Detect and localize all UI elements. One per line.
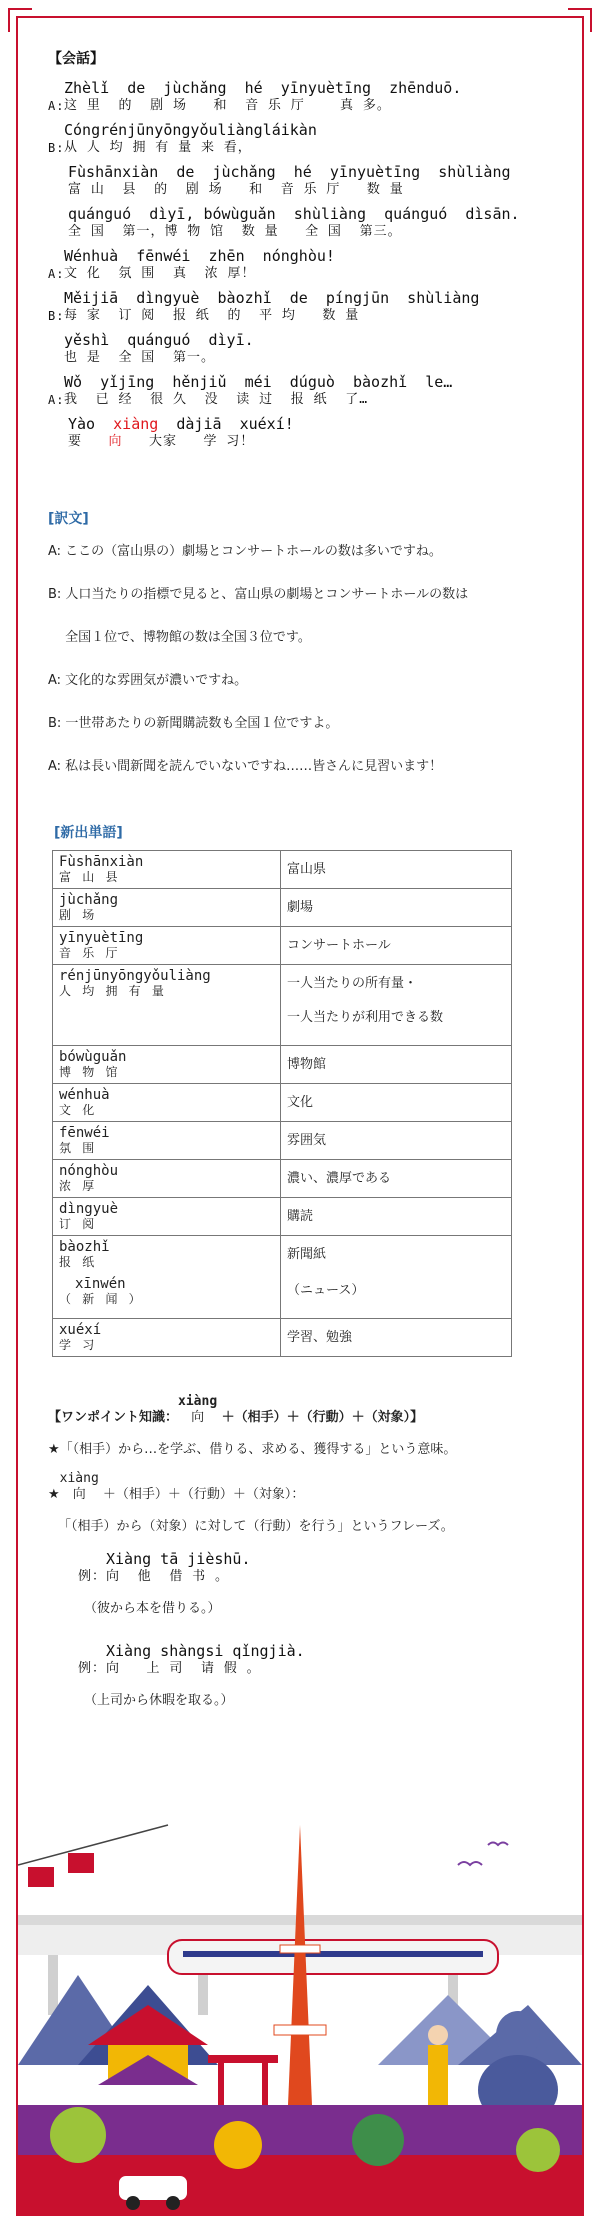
hanzi-line xyxy=(68,434,552,456)
hanzi-line: 也 是 全 国 第一。 xyxy=(64,350,215,365)
dialogue-line xyxy=(48,288,552,330)
pinyin-line xyxy=(68,414,552,434)
frame-corner-ornament xyxy=(568,8,592,32)
speaker-label: B: xyxy=(48,309,65,323)
vocab-hanzi: （ 新 闻 ） xyxy=(59,1292,143,1306)
onepoint-heading-text: 【ワンポイント知識： xyxy=(48,1410,179,1425)
dialogue xyxy=(48,78,552,456)
table-row xyxy=(53,1160,512,1198)
hanzi-text: 这 里 的 剧 场 和 音 乐 厅 真 多。 xyxy=(64,98,391,113)
vocab-meaning xyxy=(281,851,512,889)
ruby-hanzi: 向 xyxy=(72,1487,86,1502)
illustration-svg xyxy=(18,1805,582,2215)
geisha-icon xyxy=(428,2045,448,2105)
example-hanzi: 向 上 司 请 假 。 xyxy=(106,1661,261,1676)
ruby-pinyin: xiàng xyxy=(59,1471,99,1486)
vocab-hanzi: 浓 厚 xyxy=(59,1179,97,1193)
table-row xyxy=(53,889,512,927)
vocab-hanzi: 学 习 xyxy=(59,1338,97,1352)
onepoint-section xyxy=(48,1395,552,1711)
dialogue-line xyxy=(64,414,552,456)
vocab-pinyin: Fùshānxiàn xyxy=(59,854,144,870)
vocab-meaning-text: 購読 xyxy=(287,1209,314,1224)
dialogue-line xyxy=(64,204,552,246)
example-label: 例： xyxy=(78,1661,107,1676)
vocab-hanzi: 订 阅 xyxy=(59,1217,97,1231)
vocab-meaning xyxy=(281,1122,512,1160)
vocab-word xyxy=(53,851,281,889)
tree-icon xyxy=(516,2128,560,2172)
hanzi-text: 文 化 氛 围 真 浓 厚！ xyxy=(64,266,256,281)
vocab-pinyin: rénjūnyōngyǒuliàng xyxy=(59,968,211,984)
pinyin-text: dàjiā xuéxí! xyxy=(158,415,294,433)
translation-line: B: 人口当たりの指標で見ると、富山県の劇場とコンサートホールの数は xyxy=(48,587,469,602)
dialogue-line xyxy=(48,120,552,162)
vocab-meaning xyxy=(281,965,512,1046)
pinyin-line: Wénhuà fēnwéi zhēn nónghòu! xyxy=(64,247,335,265)
vocab-hanzi: 文 化 xyxy=(59,1103,97,1117)
ruby-hanzi: 向 xyxy=(191,1410,205,1425)
pinyin-line: Měijiā dìngyuè bàozhǐ de píngjūn shùliàng xyxy=(64,289,480,307)
vocab-pinyin: nónghòu xyxy=(59,1163,119,1179)
vocab-meaning xyxy=(281,1198,512,1236)
onepoint-star-line xyxy=(48,1472,552,1505)
onepoint-formula: ＋（相手）＋（行動）＋（対象）】 xyxy=(217,1410,424,1425)
vocab-pinyin: jùchǎng xyxy=(59,892,119,908)
vocab-meaning-text: 富山県 xyxy=(287,862,327,877)
vocab-table xyxy=(52,850,512,1357)
vocab-word xyxy=(53,1236,281,1319)
vocab-hanzi: 报 纸 xyxy=(59,1255,97,1269)
vocab-meaning xyxy=(281,1084,512,1122)
example-pinyin: Xiàng tā jièshū. xyxy=(106,1550,251,1568)
table-row xyxy=(53,965,512,1046)
translation-heading: [訳文] xyxy=(48,511,89,527)
vocab-hanzi: 人 均 拥 有 量 xyxy=(59,984,166,998)
speaker-label: A: xyxy=(48,267,65,281)
vocab-hanzi: 剧 场 xyxy=(59,908,97,922)
hanzi-line: 全 国 第一，博 物 馆 数 量 全 国 第三。 xyxy=(68,224,402,239)
dialogue-line xyxy=(64,162,552,204)
vocab-word xyxy=(53,965,281,1046)
vocab-word xyxy=(53,927,281,965)
example-hanzi-line xyxy=(78,1569,552,1591)
example-hanzi: 向 他 借 书 。 xyxy=(106,1569,229,1584)
vocab-hanzi: 富 山 县 xyxy=(59,870,120,884)
translation-line: B: 一世帯あたりの新聞購読数も全国１位ですよ。 xyxy=(48,716,339,731)
table-row xyxy=(53,927,512,965)
vocab-meaning-text: 雰囲気 xyxy=(287,1133,327,1148)
table-row xyxy=(53,1122,512,1160)
tree-icon xyxy=(50,2107,106,2163)
dialogue-line xyxy=(48,246,552,288)
hanzi-line xyxy=(48,266,552,288)
hanzi-line xyxy=(48,98,552,120)
table-row xyxy=(53,1046,512,1084)
example-translation: （彼から本を借りる。） xyxy=(84,1601,221,1616)
vocab-meaning xyxy=(281,889,512,927)
vocab-word xyxy=(53,1198,281,1236)
vocab-meaning-text: 文化 xyxy=(287,1095,314,1110)
vocab-heading: [新出単語] xyxy=(54,825,123,841)
vocab-meaning xyxy=(281,1236,512,1319)
vocab-hanzi: 音 乐 厅 xyxy=(59,946,120,960)
cable-car-icon xyxy=(68,1853,94,1873)
pinyin-highlight: xiàng xyxy=(113,415,159,433)
vocab-pinyin: yīnyuètīng xyxy=(59,930,144,946)
vocab-meaning-text: 学習、勉強 xyxy=(287,1330,353,1345)
vocab-pinyin: xīnwén xyxy=(75,1276,126,1292)
ruby-pinyin: xiàng xyxy=(178,1394,218,1409)
example-pinyin: Xiàng shàngsi qǐngjià. xyxy=(106,1642,305,1660)
pinyin-line: Zhèlǐ de jùchǎng hé yīnyuètīng zhēnduō. xyxy=(64,79,462,97)
speaker-label: A: xyxy=(48,99,65,113)
pinyin-line: yěshì quánguó dìyī. xyxy=(64,331,254,349)
vocab-meaning-text: コンサートホール xyxy=(287,938,391,953)
vocab-hanzi: 氛 围 xyxy=(59,1141,97,1155)
dialogue-heading: 【会話】 xyxy=(48,51,104,67)
vocab-meaning-text: 劇場 xyxy=(287,900,314,915)
example-hanzi-line xyxy=(78,1661,552,1683)
vocab-meaning-text: 新聞紙 xyxy=(287,1247,327,1262)
hanzi-highlight: 向 xyxy=(108,434,123,449)
speaker-label: A: xyxy=(48,393,65,407)
example-translation: （上司から休暇を取る。） xyxy=(84,1693,234,1708)
lesson-content xyxy=(48,48,552,1711)
vocab-pinyin: fēnwéi xyxy=(59,1125,110,1141)
hanzi-text: 大家 学 习！ xyxy=(122,434,255,449)
translation-section xyxy=(48,508,552,800)
vocab-pinyin: dìngyuè xyxy=(59,1201,119,1217)
hanzi-text: 从 人 均 拥 有 量 来 看， xyxy=(64,140,252,155)
vocab-word xyxy=(53,889,281,927)
table-row xyxy=(53,851,512,889)
pinyin-line: quánguó dìyī, bówùguǎn shùliàng quánguó dìsān. xyxy=(68,205,520,223)
hanzi-line xyxy=(48,140,552,162)
vocab-meaning xyxy=(281,1160,512,1198)
ruby-word xyxy=(178,1395,217,1428)
vocab-word xyxy=(53,1319,281,1357)
table-row xyxy=(53,1198,512,1236)
example-label: 例： xyxy=(78,1569,107,1584)
hanzi-line xyxy=(48,392,552,414)
vocab-meaning-text: 博物館 xyxy=(287,1057,327,1072)
japan-landmarks-illustration xyxy=(18,1805,582,2215)
translation-line: A: ここの（富山県の）劇場とコンサートホールの数は多いですね。 xyxy=(48,544,442,559)
torii-icon xyxy=(208,2055,278,2063)
vocab-meaning-text: 一人当たりの所有量・ xyxy=(287,976,418,991)
hanzi-line xyxy=(48,308,552,330)
vocab-pinyin: bàozhǐ xyxy=(59,1239,110,1255)
onepoint-star-line: ★「（相手）から…を学ぶ、借りる、求める、獲得する」という意味。 xyxy=(48,1442,457,1457)
pinyin-line: Cóngrénjūnyōngyǒuliàngláikàn xyxy=(64,121,317,139)
translation-line: A: 私は長い間新聞を読んでいないですね……皆さんに見習います！ xyxy=(48,759,443,774)
tree-icon xyxy=(352,2114,404,2166)
vocab-section xyxy=(48,822,552,1357)
hanzi-text: 每 家 订 阅 报 纸 的 平 均 数 量 xyxy=(64,308,360,323)
car-icon xyxy=(118,2175,188,2201)
vocab-meaning xyxy=(281,1046,512,1084)
translation-line: A: 文化的な雰囲気が濃いですね。 xyxy=(48,673,248,688)
vocab-meaning xyxy=(281,1319,512,1357)
vocab-pinyin: xuéxí xyxy=(59,1322,102,1338)
table-row xyxy=(53,1319,512,1357)
tree-icon xyxy=(214,2121,262,2169)
buddha-statue-icon xyxy=(496,2011,540,2059)
table-row xyxy=(53,1236,512,1319)
pinyin-line: Wǒ yǐjīng hěnjiǔ méi dúguò bàozhǐ le… xyxy=(64,373,453,391)
vocab-pinyin: wénhuà xyxy=(59,1087,110,1103)
star-icon: ★ xyxy=(48,1487,60,1502)
onepoint-heading xyxy=(48,1395,552,1428)
vocab-meaning-text: （ニュース） xyxy=(287,1283,365,1298)
hanzi-text: 我 已 经 很 久 没 读 过 报 纸 了… xyxy=(64,392,369,407)
dialogue-line xyxy=(64,330,552,372)
vocab-meaning xyxy=(281,927,512,965)
vocab-meaning-text: 一人当たりが利用できる数 xyxy=(287,1010,444,1025)
onepoint-formula: ＋（相手）＋（行動）＋（対象）： xyxy=(98,1487,305,1502)
vocab-word xyxy=(53,1160,281,1198)
speaker-label: B: xyxy=(48,141,65,155)
translation-line: 全国１位で、博物館の数は全国３位です。 xyxy=(48,630,311,645)
vocab-word xyxy=(53,1122,281,1160)
pinyin-line: Fùshānxiàn de jùchǎng hé yīnyuètīng shùliàng xyxy=(68,163,511,181)
frame-corner-ornament xyxy=(8,8,32,32)
vocab-word xyxy=(53,1046,281,1084)
vocab-word xyxy=(53,1084,281,1122)
ruby-word xyxy=(60,1472,99,1505)
hanzi-text: 要 xyxy=(68,434,109,449)
hanzi-line: 富 山 县 的 剧 场 和 音 乐 厅 数 量 xyxy=(68,182,404,197)
pinyin-text: Yào xyxy=(68,415,114,433)
onepoint-phrase: 「（相手）から（対象）に対して（行動）を行う」というフレーズ。 xyxy=(58,1519,454,1534)
vocab-meaning-text: 濃い、濃厚である xyxy=(287,1171,392,1186)
dialogue-line xyxy=(48,78,552,120)
cable-car-icon xyxy=(28,1867,54,1887)
example-1 xyxy=(48,1549,552,1711)
table-row xyxy=(53,1084,512,1122)
dialogue-line xyxy=(48,372,552,414)
vocab-pinyin: bówùguǎn xyxy=(59,1049,127,1065)
vocab-hanzi: 博 物 馆 xyxy=(59,1065,120,1079)
